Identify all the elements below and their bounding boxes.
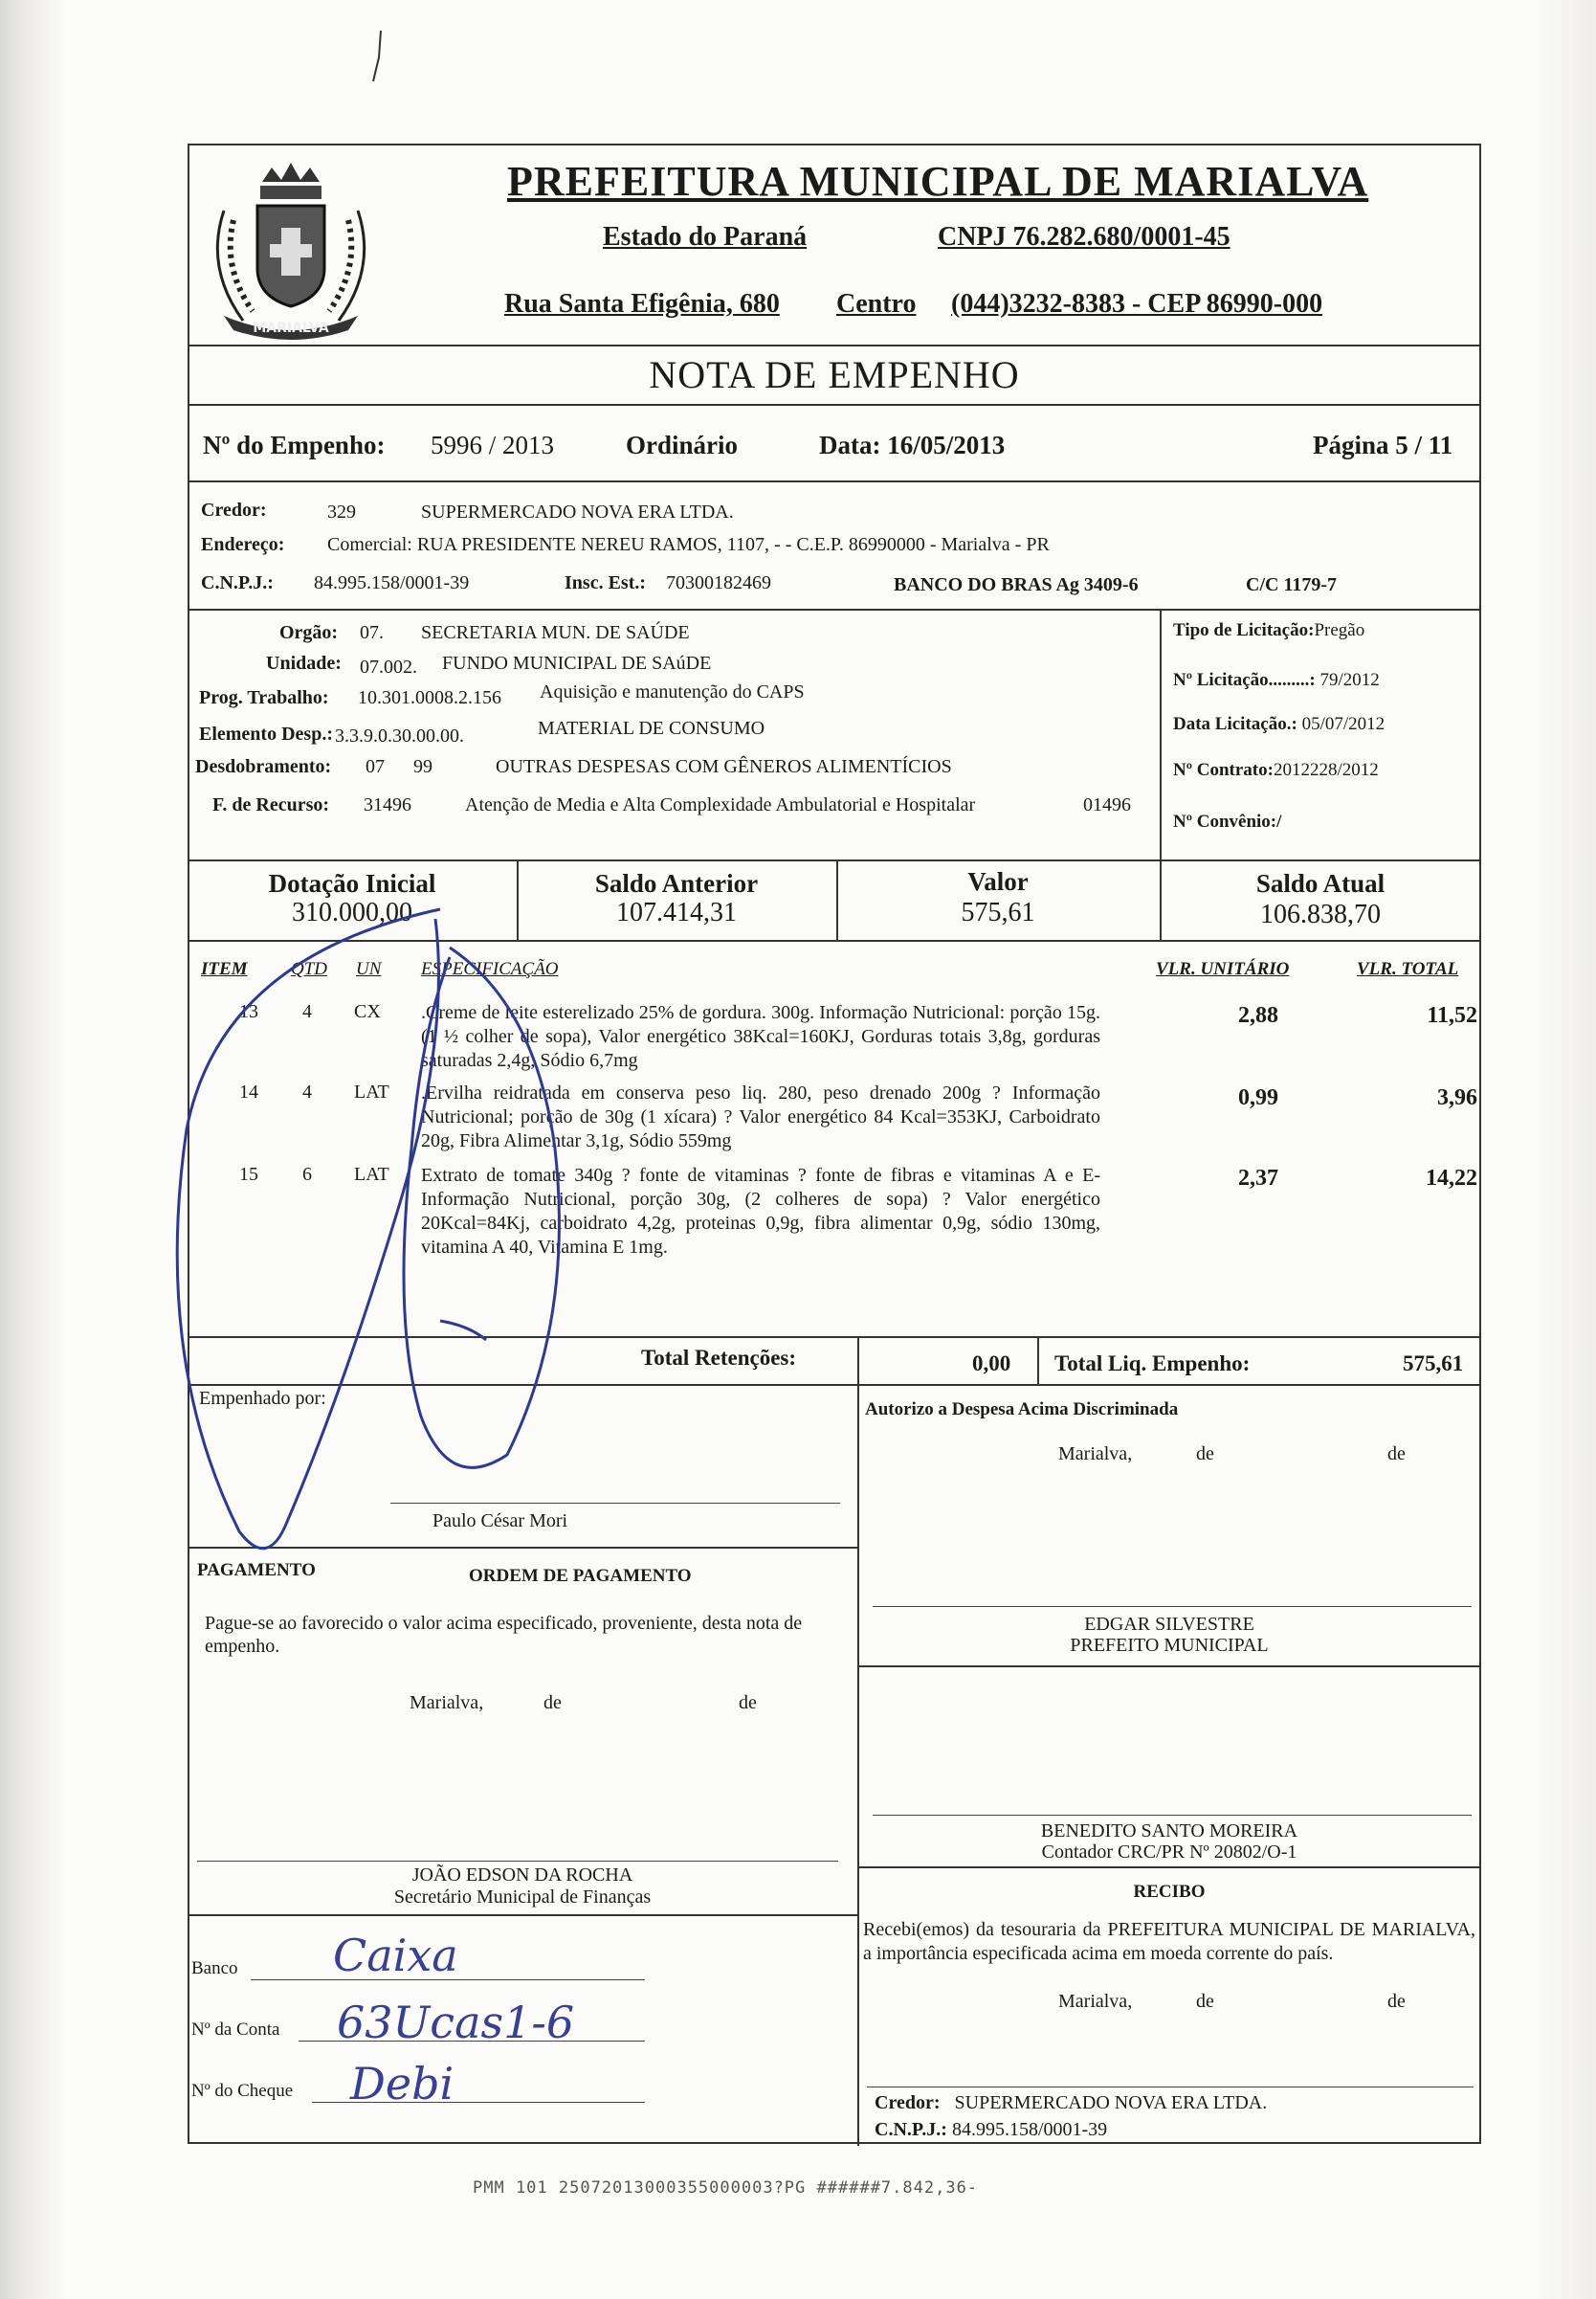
prefeito-title: PREFEITO MUNICIPAL [1070, 1635, 1269, 1656]
pagamento-de: de [543, 1692, 562, 1713]
recibo-cnpj: C.N.P.J.: 84.995.158/0001-39 [875, 2119, 1108, 2140]
conta-handwriting: 63Ucas1-6 [337, 1997, 575, 2048]
desd-code: 07 99 [366, 756, 432, 777]
pagamento-local: Marialva, [410, 1692, 484, 1713]
fonte-value: Atenção de Media e Alta Complexidade Ambulatorial e Hospitalar [465, 794, 976, 815]
prog-code: 10.301.0008.2.156 [358, 687, 501, 708]
contador-name: BENEDITO SANTO MOREIRA [1040, 1820, 1298, 1841]
item-qtd: 4 [302, 1082, 312, 1103]
elem-value: MATERIAL DE CONSUMO [538, 718, 765, 739]
cnpj-credor-value: 84.995.158/0001-39 [314, 572, 470, 593]
insc-value: 70300182469 [666, 572, 771, 593]
pagamento-de: de [739, 1692, 757, 1713]
credor-name: SUPERMERCADO NOVA ERA LTDA. [421, 502, 734, 523]
col-vlr-total: VLR. TOTAL [1357, 959, 1459, 979]
item-qtd: 6 [302, 1164, 312, 1185]
col-item: ITEM [201, 959, 248, 979]
col-un: UN [356, 959, 382, 979]
empenho-label: Nº do Empenho: [203, 431, 386, 459]
orgao-label: Orgão: [279, 622, 339, 643]
total-liq-value: 575,61 [1403, 1351, 1464, 1375]
col-qtd: QTD [291, 959, 328, 979]
item-total: 3,96 [1437, 1085, 1477, 1110]
elem-label: Elemento Desp.: [199, 724, 333, 745]
item-un: LAT [354, 1164, 389, 1185]
cnpj-label: CNPJ 76.282.680/0001-45 [938, 222, 1230, 252]
item-description: Extrato de tomate 340g ? fonte de vitaminas ? fonte de fibras e vitaminas A e E- Informação Nutricional, porção 30g, (2 colheres de sopa) ? Valor energético 20Kcal=84Kj, carboidrato 4,2g, proteinas 0,9g, fibra alimentar 0,9g, sódio 130mg, vitamina A 40, Vitamina E 1mg. [421, 1165, 1100, 1258]
prog-label: Prog. Trabalho: [199, 687, 329, 708]
fonte-code: 31496 [364, 794, 411, 815]
empenho-number: 5996 / 2013 [431, 431, 555, 459]
valor-value: 575,61 [961, 898, 1035, 927]
saldo-anterior-value: 107.414,31 [616, 898, 737, 927]
fonte-num: 01496 [1083, 794, 1131, 815]
total-retencoes-value: 0,00 [972, 1351, 1011, 1375]
item-unit-price: 0,99 [1238, 1085, 1278, 1110]
licitacao-tipo: Tipo de Licitação:Pregão [1173, 620, 1365, 640]
item-qtd: 4 [302, 1001, 312, 1022]
dotacao-inicial-value: 310.000,00 [292, 898, 412, 927]
item-unit-price: 2,37 [1238, 1166, 1278, 1191]
total-retencoes-label: Total Retenções: [641, 1346, 797, 1370]
insc-label: Insc. Est.: [565, 572, 647, 593]
item-unit-price: 2,88 [1238, 1003, 1278, 1028]
address-phone-cep: (044)3232-8383 - CEP 86990-000 [951, 289, 1323, 319]
col-vlr-unitario: VLR. UNITÁRIO [1156, 959, 1290, 979]
cnpj-credor-label: C.N.P.J.: [201, 572, 274, 593]
recibo-local: Marialva, [1058, 1991, 1133, 2012]
saldo-atual-value: 106.838,70 [1260, 900, 1381, 929]
credor-label: Credor: [201, 500, 267, 521]
unidade-code: 07.002. [360, 657, 417, 678]
desd-value: OUTRAS DESPESAS COM GÊNEROS ALIMENTÍCIOS [496, 756, 952, 777]
orgao-code: 07. [360, 622, 384, 643]
estado-label: Estado do Paraná [603, 222, 808, 252]
item-un: LAT [354, 1082, 389, 1103]
empenho-type: Ordinário [626, 431, 739, 459]
item-description: .Ervilha reidratada em conserva peso liq. 280, peso drenado 200g ? Informação Nutricional; porção de 30g (1 xícara) ? Valor energético 84 Kcal=353KJ, Carboidrato 20g, Fibra Alimentar 3,1g, Sódio 559mg [421, 1083, 1100, 1151]
desd-label: Desdobramento: [195, 756, 332, 777]
licitacao-num: Nº Licitação.........: 79/2012 [1173, 670, 1380, 690]
unidade-value: FUNDO MUNICIPAL DE SAúDE [442, 653, 712, 674]
unidade-label: Unidade: [266, 653, 342, 674]
svg-text:MARIALVA: MARIALVA [253, 321, 329, 336]
address-bairro: Centro [836, 289, 917, 319]
endereco-value: Comercial: RUA PRESIDENTE NEREU RAMOS, 1107, - - C.E.P. 86990000 - Marialva - PR [327, 534, 1050, 555]
empenhado-name: Paulo César Mori [432, 1510, 568, 1531]
saldo-anterior-label: Saldo Anterior [594, 869, 759, 898]
pagamento-texto: Pague-se ao favorecido o valor acima especificado, proveniente, desta nota de empenho. [205, 1613, 803, 1657]
empenhado-label: Empenhado por: [199, 1388, 326, 1409]
autorizo-de: de [1387, 1443, 1406, 1464]
item-description: .Creme de leite esterelizado 25% de gordura. 300g. Informação Nutricional: porção 15g.(1 ½ colher de sopa), Valor energético 38Kcal=160KJ, Gorduras totais 3,8g, gorduras saturadas 2,4g, Sódio 6,7mg [421, 1002, 1100, 1071]
fonte-label: F. de Recurso: [212, 794, 330, 815]
page-number: Página 5 / 11 [1313, 431, 1453, 459]
cheque-label: Nº do Cheque [191, 2081, 294, 2101]
pagamento-label: PAGAMENTO [197, 1560, 316, 1580]
cheque-handwriting: Debi [350, 2058, 454, 2109]
prefeito-name: EDGAR SILVESTRE [1084, 1614, 1254, 1635]
banco-label: Banco [191, 1958, 238, 1978]
autorizo-local: Marialva, [1058, 1443, 1133, 1464]
elem-code: 3.3.9.0.30.00.00. [335, 725, 464, 747]
doc-title: NOTA DE EMPENHO [649, 353, 1020, 396]
total-liq-label: Total Liq. Empenho: [1054, 1351, 1251, 1375]
recibo-credor: Credor: SUPERMERCADO NOVA ERA LTDA. [875, 2092, 1268, 2113]
dotacao-inicial-label: Dotação Inicial [268, 869, 436, 898]
conta-label: Nº da Conta [191, 2020, 280, 2040]
footer-code: PMM 101 25072013000355000003?PG ######7.842,36- [473, 2178, 979, 2198]
address-street: Rua Santa Efigênia, 680 [504, 289, 780, 319]
credor-code: 329 [327, 502, 356, 523]
recibo-texto: Recebi(emos) da tesouraria da PREFEITURA MUNICIPAL DE MARIALVA, a importância especificada acima em moeda corrente do país. [863, 1919, 1475, 1964]
item-number: 15 [239, 1164, 258, 1185]
secretario-title: Secretário Municipal de Finanças [393, 1886, 652, 1908]
item-total: 14,22 [1426, 1166, 1477, 1191]
recibo-de: de [1387, 1991, 1406, 2012]
banco-info: BANCO DO BRAS Ag 3409-6 [894, 574, 1139, 595]
recibo-label: RECIBO [1133, 1882, 1206, 1902]
item-number: 13 [239, 1001, 258, 1022]
item-un: CX [354, 1001, 381, 1022]
autorizo-de: de [1196, 1443, 1214, 1464]
valor-label: Valor [967, 867, 1029, 896]
empenho-date: Data: 16/05/2013 [819, 431, 1006, 459]
banco-handwriting: Caixa [333, 1930, 458, 1981]
prog-value: Aquisição e manutenção do CAPS [540, 681, 805, 703]
secretario-name: JOÃO EDSON DA ROCHA [411, 1864, 633, 1886]
item-total: 11,52 [1427, 1003, 1477, 1028]
autorizo-label: Autorizo a Despesa Acima Discriminada [865, 1399, 1179, 1419]
cc-info: C/C 1179-7 [1246, 574, 1337, 595]
contador-title: Contador CRC/PR Nº 20802/O-1 [1041, 1841, 1297, 1863]
recibo-de: de [1196, 1991, 1214, 2012]
ordem-pagamento-label: ORDEM DE PAGAMENTO [469, 1566, 692, 1586]
contrato: Nº Contrato:2012228/2012 [1173, 760, 1379, 780]
item-number: 14 [239, 1082, 258, 1103]
convenio: Nº Convênio:/ [1173, 812, 1282, 832]
licitacao-data: Data Licitação.: 05/07/2012 [1173, 714, 1385, 734]
saldo-atual-label: Saldo Atual [1255, 869, 1385, 898]
endereco-label: Endereço: [201, 534, 285, 555]
orgao-value: SECRETARIA MUN. DE SAÚDE [421, 622, 690, 643]
col-especificacao: ESPECIFICAÇÃO [421, 959, 559, 979]
org-title: PREFEITURA MUNICIPAL DE MARIALVA [507, 158, 1369, 205]
